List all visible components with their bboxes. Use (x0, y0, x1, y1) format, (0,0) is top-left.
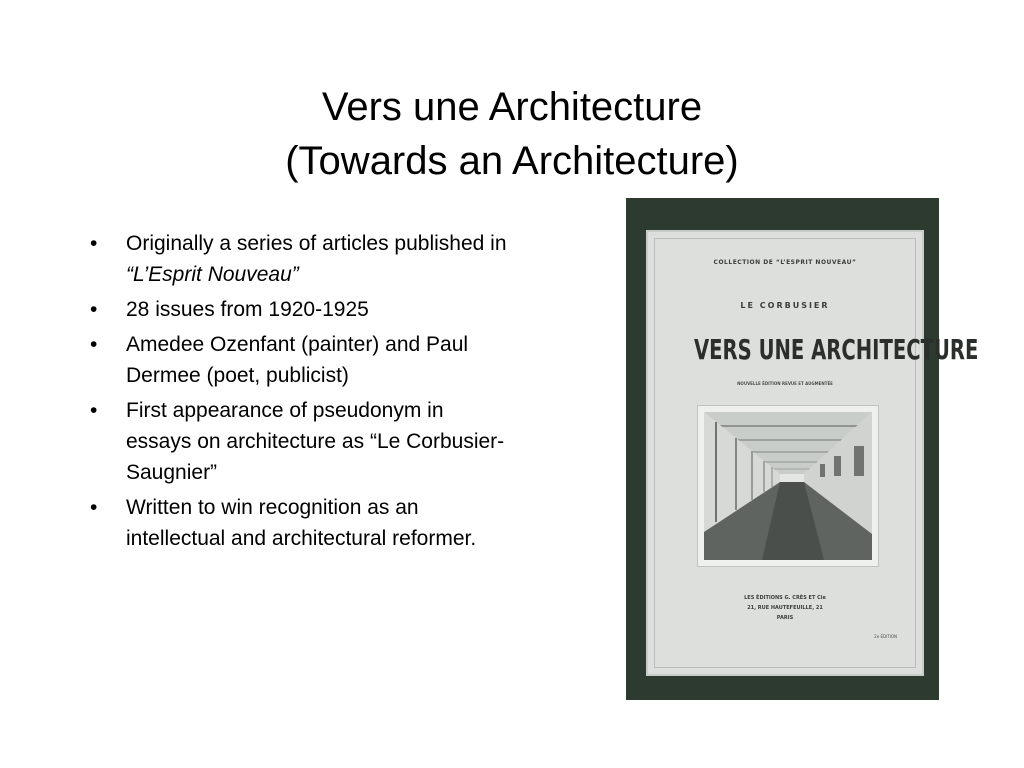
bullet-item (90, 294, 510, 325)
cover-collection: COLLECTION DE “L’ESPRIT NOUVEAU” (713, 259, 857, 266)
bullet-text: 28 issues from 1920-1925 (126, 298, 369, 321)
bullet-item (90, 395, 510, 488)
bullet-text: Written to win recognition as an intellectual and architectural reformer. (126, 496, 477, 550)
title-line-1: Vers une Architecture (321, 85, 703, 129)
bullet-icon: • (90, 496, 98, 519)
cover-edition-note: NOUVELLE ÉDITION REVUE ET AUGMENTÉE (737, 381, 833, 386)
bullet-text: Originally a series of articles published in (126, 232, 507, 255)
bullet-emphasis: “L’Esprit Nouveau” (126, 263, 299, 286)
publisher-line-3: PARIS (776, 615, 794, 621)
bullet-text: First appearance of pseudonym in essays on architecture as “Le Corbusier-Saugnier” (126, 399, 505, 484)
cover-printing: 2e ÉDITION (874, 634, 897, 639)
book-cover-photo (626, 198, 979, 700)
bullet-icon: • (90, 232, 98, 255)
book-cover (646, 230, 979, 676)
cover-frame (654, 238, 979, 668)
title-line-2: (Towards an Architecture) (285, 139, 739, 183)
cover-publisher (655, 593, 915, 623)
corridor-illustration (704, 412, 872, 560)
bullet-text: Amedee Ozenfant (painter) and Paul Dermee (poet, publicist) (126, 333, 469, 387)
bullet-icon: • (90, 298, 98, 321)
cover-title: VERS UNE ARCHITECTURE (694, 333, 979, 366)
bullet-item (90, 228, 510, 290)
cover-corridor-image (697, 405, 879, 567)
slide-title (0, 80, 1024, 188)
cover-author: LE CORBUSIER (740, 301, 830, 310)
bullet-icon: • (90, 399, 98, 422)
publisher-line-1: LES ÉDITIONS G. CRÈS ET Cie (744, 595, 826, 601)
bullet-item (90, 492, 510, 554)
bullet-icon: • (90, 333, 98, 356)
publisher-line-2: 21, RUE HAUTEFEUILLE, 21 (747, 605, 823, 611)
bullet-list (90, 228, 510, 558)
bullet-item (90, 329, 510, 391)
